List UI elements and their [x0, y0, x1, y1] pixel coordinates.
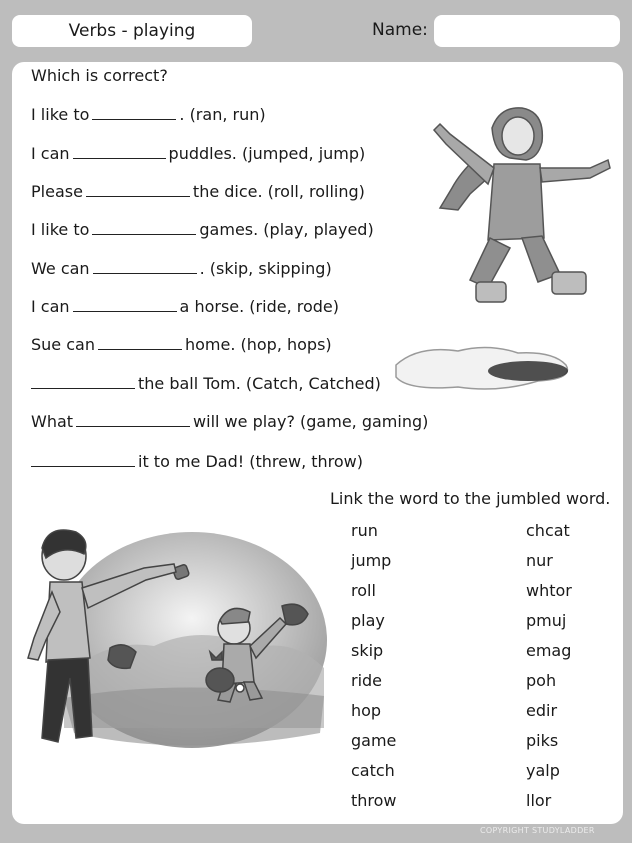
question-text-after: will we play? (game, gaming): [193, 412, 429, 431]
jumbled-word-item[interactable]: poh: [526, 671, 557, 690]
question-10: [31, 452, 363, 471]
word-item[interactable]: jump: [351, 551, 392, 570]
question-text-after: puddles. (jumped, jump): [168, 144, 366, 163]
exercise2-heading: Link the word to the jumbled word.: [330, 489, 611, 508]
jumbled-word-item[interactable]: piks: [526, 731, 559, 750]
answer-blank[interactable]: [73, 297, 177, 312]
jumbled-word-item[interactable]: chcat: [526, 521, 570, 540]
name-label: Name:: [372, 20, 428, 40]
question-text-after: . (skip, skipping): [199, 259, 332, 278]
question-text-before: Please: [31, 182, 83, 201]
question-1: [31, 105, 266, 124]
playing-catch-illustration: [24, 528, 334, 773]
question-text-after: it to me Dad! (threw, throw): [138, 452, 363, 471]
jumbled-word-item[interactable]: yalp: [526, 761, 560, 780]
word-item[interactable]: run: [351, 521, 378, 540]
question-text-before: I can: [31, 144, 70, 163]
question-3: [31, 182, 365, 201]
question-6: [31, 297, 339, 316]
jumbled-word-item[interactable]: emag: [526, 641, 572, 660]
question-text-before: I like to: [31, 105, 90, 124]
answer-blank[interactable]: [86, 182, 190, 197]
word-item[interactable]: throw: [351, 791, 397, 810]
question-text-after: a horse. (ride, rode): [179, 297, 339, 316]
jumping-girl-illustration: [430, 98, 620, 318]
jumbled-word-item[interactable]: llor: [526, 791, 552, 810]
answer-blank[interactable]: [73, 144, 166, 159]
word-item[interactable]: ride: [351, 671, 383, 690]
answer-blank[interactable]: [98, 335, 182, 350]
word-item[interactable]: roll: [351, 581, 376, 600]
worksheet-title-text: Verbs - playing: [68, 21, 196, 41]
answer-blank[interactable]: [93, 259, 197, 274]
answer-blank[interactable]: [31, 374, 135, 389]
worksheet-title: [12, 15, 252, 47]
jumbled-word-item[interactable]: pmuj: [526, 611, 567, 630]
question-text-after: games. (play, played): [199, 220, 374, 239]
question-9: [31, 412, 428, 431]
answer-blank[interactable]: [76, 412, 190, 427]
question-text-before: What: [31, 412, 74, 431]
question-text-after: the ball Tom. (Catch, Catched): [138, 374, 381, 393]
answer-blank[interactable]: [92, 105, 176, 120]
question-8: [31, 374, 381, 393]
question-text-before: I like to: [31, 220, 90, 239]
name-field[interactable]: [434, 15, 620, 47]
question-2: [31, 144, 365, 163]
question-4: [31, 220, 374, 239]
word-item[interactable]: catch: [351, 761, 395, 780]
word-item[interactable]: game: [351, 731, 397, 750]
word-item[interactable]: play: [351, 611, 385, 630]
question-text-after: . (ran, run): [179, 105, 266, 124]
jumbled-word-item[interactable]: edir: [526, 701, 558, 720]
question-text-after: the dice. (roll, rolling): [192, 182, 365, 201]
question-5: [31, 259, 332, 278]
copyright-notice: COPYRIGHT STUDYLADDER: [480, 826, 595, 835]
jumbled-word-item[interactable]: whtor: [526, 581, 572, 600]
question-7: [31, 335, 332, 354]
answer-blank[interactable]: [92, 220, 196, 235]
question-text-before: Sue can: [31, 335, 95, 354]
word-item[interactable]: skip: [351, 641, 384, 660]
question-text-after: home. (hop, hops): [184, 335, 332, 354]
question-text-before: I can: [31, 297, 70, 316]
word-item[interactable]: hop: [351, 701, 382, 720]
answer-blank[interactable]: [31, 452, 135, 467]
puddle-illustration: [388, 343, 578, 399]
exercise1-heading: Which is correct?: [31, 66, 168, 85]
jumbled-word-item[interactable]: nur: [526, 551, 553, 570]
question-text-before: We can: [31, 259, 90, 278]
